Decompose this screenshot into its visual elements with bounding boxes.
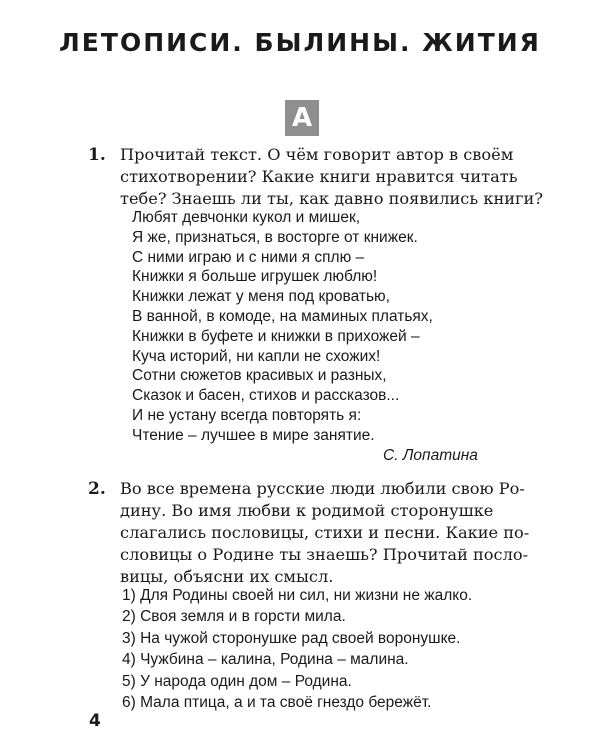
poem-line: Куча историй, ни капли не схожих! xyxy=(132,347,381,365)
task-2-question xyxy=(120,478,540,588)
proverb-item: 6) Мала птица, а и та своё гнездо бережёт. xyxy=(122,694,432,712)
proverb-item: 1) Для Родины своей ни сил, ни жизни не жалко. xyxy=(122,587,473,604)
proverb-item: 3) На чужой сторонушке рад своей воронушке. xyxy=(122,629,461,647)
page-number: 4 xyxy=(89,711,101,731)
task-2-question-line: вицы, объясни их смысл. xyxy=(120,567,334,586)
poem-line: Книжки я больше игрушек люблю! xyxy=(132,268,378,286)
poem-line: Чтение – лучшее в мире занятие. xyxy=(132,426,375,444)
section-badge: А xyxy=(285,100,319,136)
poem-author: С. Лопатина xyxy=(383,447,478,464)
task-1-question xyxy=(120,144,543,210)
proverb-item: 5) У народа один дом – Родина. xyxy=(122,672,352,690)
task-2-question-line: дину. Во имя любви к родимой сторонушке xyxy=(120,501,494,520)
proverb-list xyxy=(122,585,542,713)
poem-line: Любят девчонки кукол и мишек, xyxy=(132,209,361,226)
proverb-item: 4) Чужбина – калина, Родина – малина. xyxy=(122,651,409,669)
poem-line: Книжки в буфете и книжки в прихожей – xyxy=(132,327,420,345)
poem-line: В ванной, в комоде, на маминых платьях, xyxy=(132,307,433,325)
proverb-item: 2) Своя земля и в горсти мила. xyxy=(122,608,346,626)
poem-line: С ними играю и с ними я сплю – xyxy=(132,248,365,266)
task-2-question-line: Во все времена русские люди любили свою Ро- xyxy=(120,479,525,498)
poem-line: Я же, признаться, в восторге от книжек. xyxy=(132,228,418,246)
task-1-number: 1. xyxy=(88,145,106,165)
poem-line: Книжки лежат у меня под кроватью, xyxy=(132,288,390,306)
task-2-number: 2. xyxy=(88,479,106,499)
poem-line: И не устану всегда повторять я: xyxy=(132,406,362,424)
poem xyxy=(132,208,492,446)
poem-line: Сотни сюжетов красивых и разных, xyxy=(132,367,387,385)
task-1-question-line: стихотворении? Какие книги нравится читать xyxy=(120,167,518,186)
task-2-question-line: словицы о Родине ты знаешь? Прочитай посло- xyxy=(120,545,529,564)
task-1-question-line: тебе? Знаешь ли ты, как давно появились книги? xyxy=(120,189,543,208)
poem-line: Сказок и басен, стихов и рассказов... xyxy=(132,387,400,405)
task-2-question-line: слагались пословицы, стихи и песни. Какие по- xyxy=(120,523,530,542)
page-title: ЛЕТОПИСИ. БЫЛИНЫ. ЖИТИЯ xyxy=(59,28,541,57)
task-1-question-line: Прочитай текст. О чём говорит автор в своём xyxy=(120,145,514,164)
